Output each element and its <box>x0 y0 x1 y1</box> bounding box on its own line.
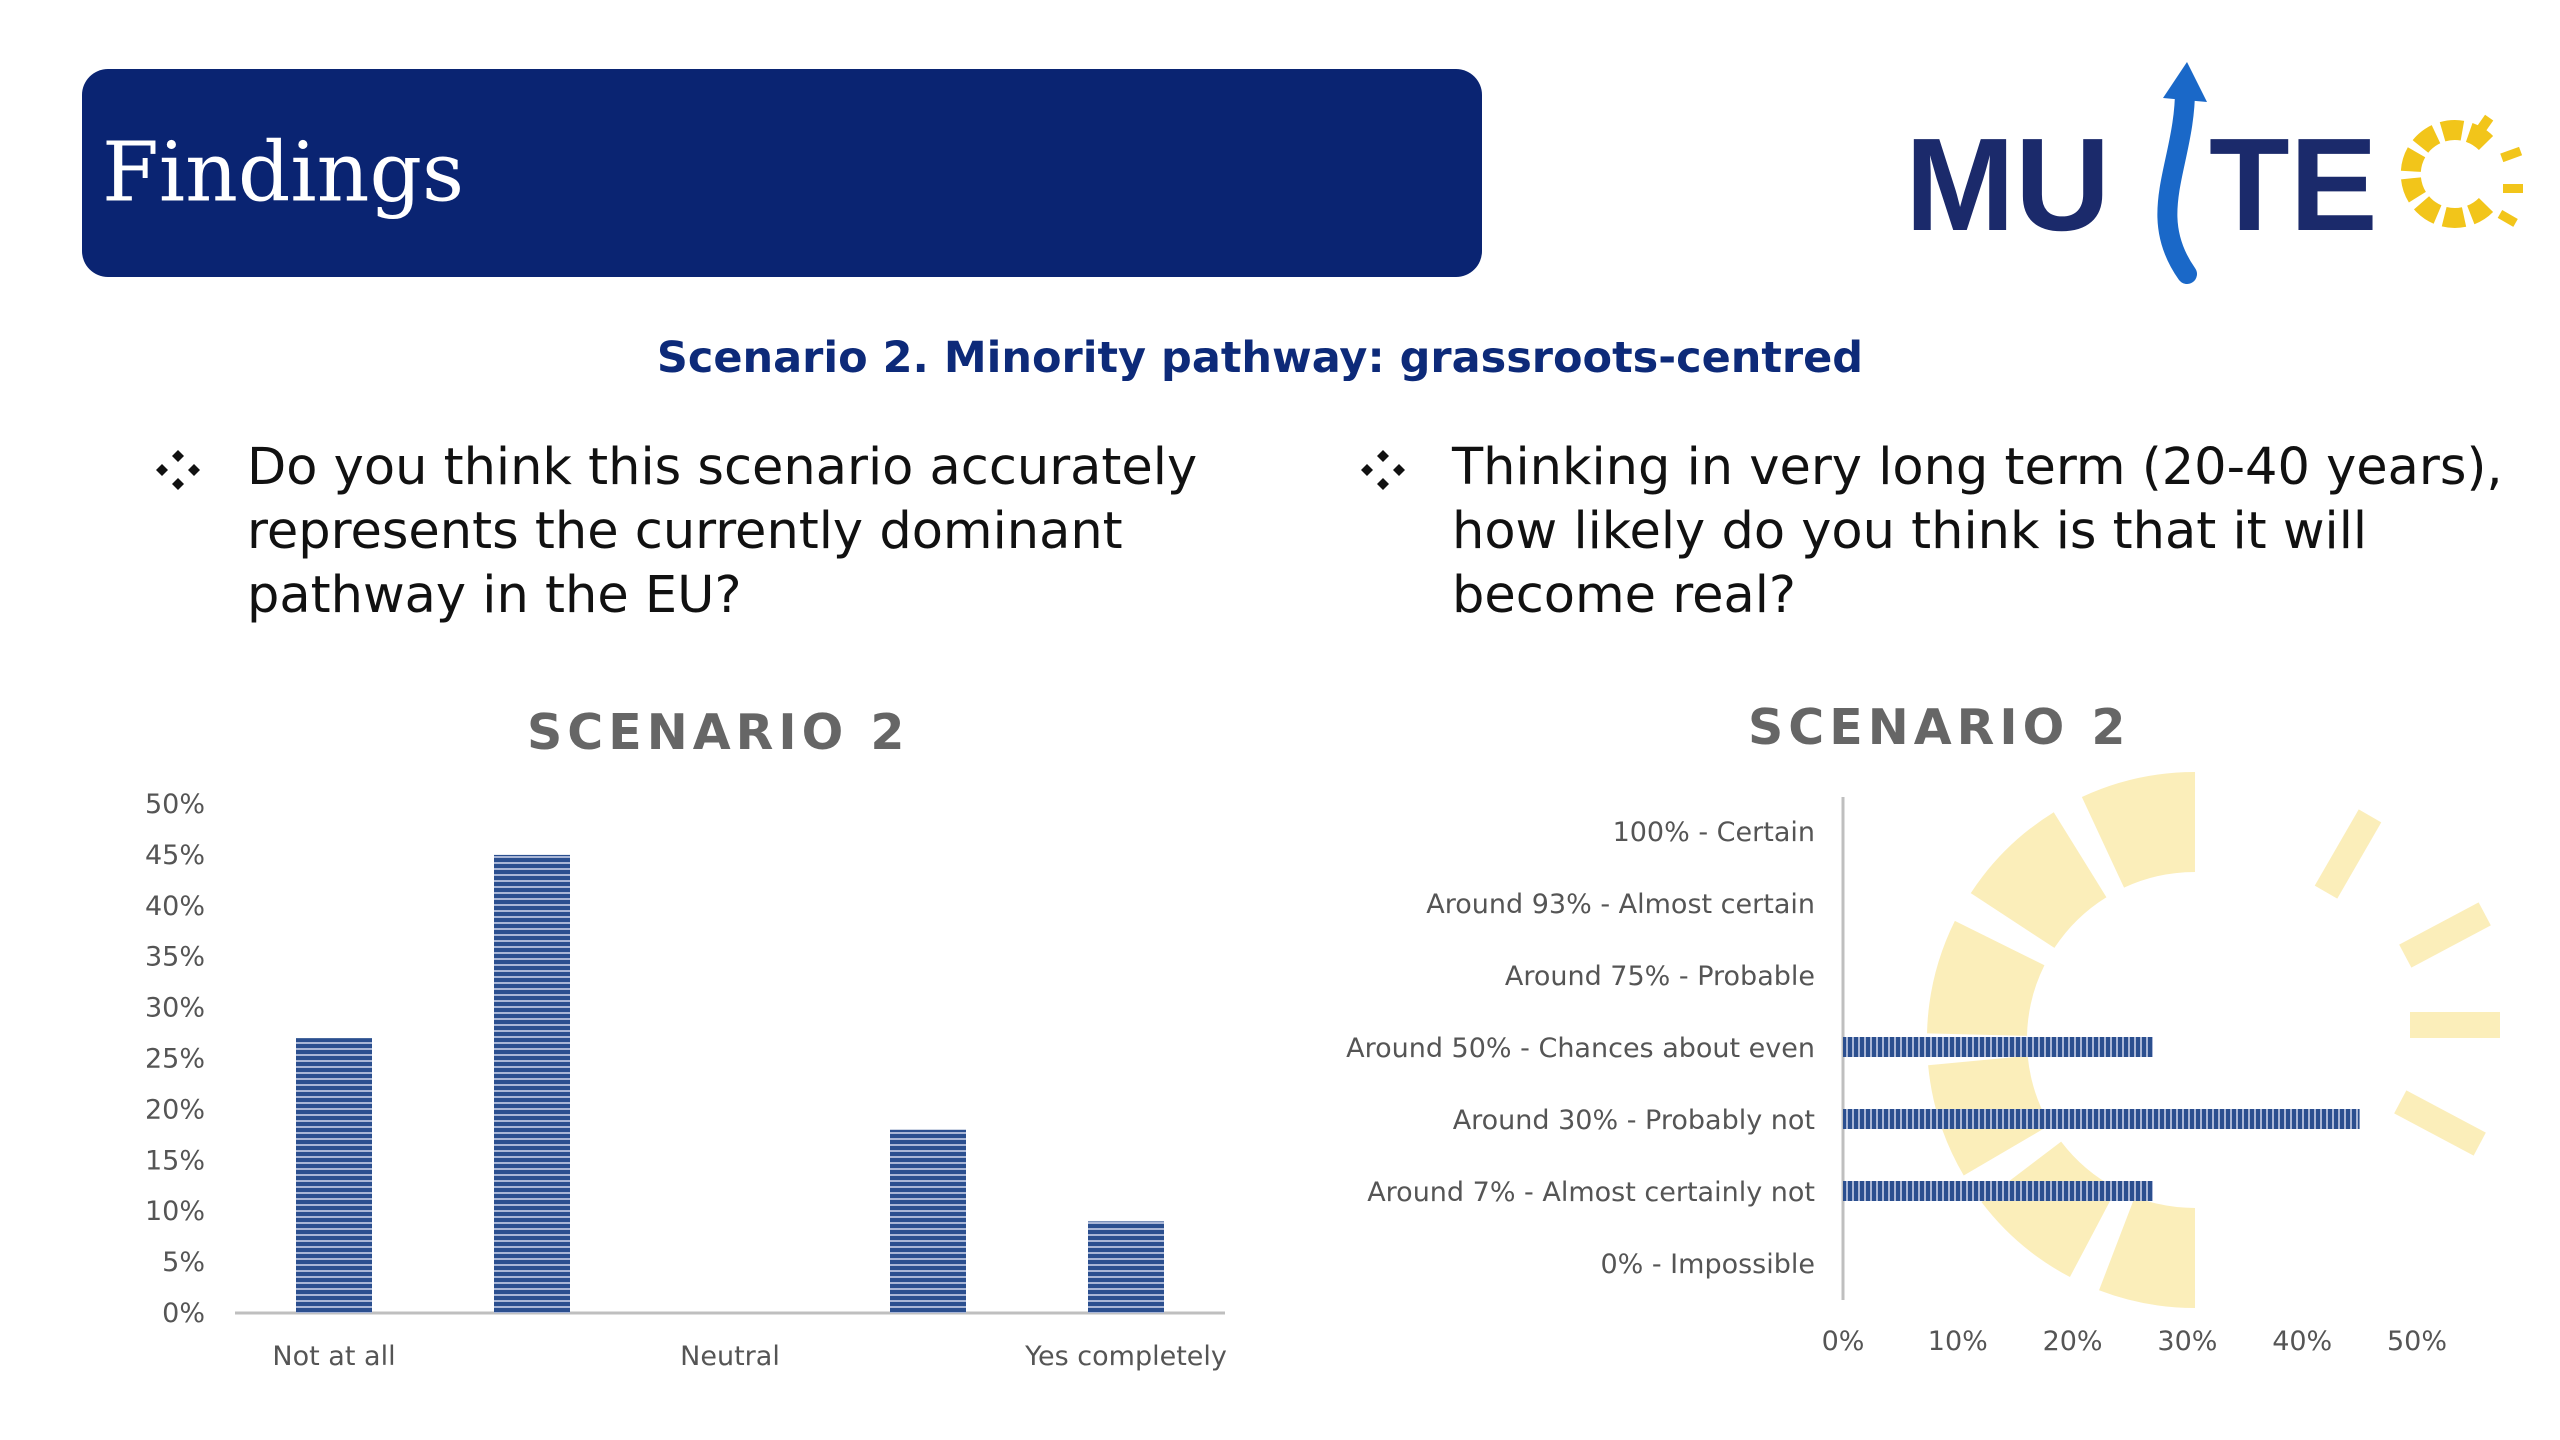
x-tick-label: Neutral <box>680 1341 780 1372</box>
chart-2 <box>1346 797 2447 1357</box>
x-tick-label: Not at all <box>272 1341 396 1372</box>
y-tick-label: Around 7% - Almost certainly not <box>1367 1177 1815 1208</box>
question-1-line: pathway in the EU? <box>247 566 742 625</box>
y-tick-label: 50% <box>144 789 205 820</box>
bar <box>890 1130 966 1313</box>
question-1-line: represents the currently dominant <box>247 502 1123 561</box>
logo-text-mu: MU <box>1905 111 2111 258</box>
scenario-subtitle: Scenario 2. Minority pathway: grassroots-centred <box>656 333 1864 383</box>
question-2-line: how likely do you think is that it will <box>1452 502 2368 561</box>
y-tick-label: 0% <box>162 1298 205 1329</box>
y-tick-label: 100% - Certain <box>1612 817 1815 848</box>
y-tick-label: Around 93% - Almost certain <box>1426 889 1815 920</box>
x-tick-label: 40% <box>2272 1326 2333 1357</box>
x-tick-label: Yes completely <box>1025 1341 1227 1372</box>
y-tick-label: 10% <box>144 1196 205 1228</box>
logo-text-te: TE <box>2209 111 2378 258</box>
y-tick-label: 25% <box>144 1043 205 1075</box>
x-tick-label: 10% <box>1927 1326 1988 1357</box>
x-tick-label: 20% <box>2042 1326 2103 1357</box>
x-tick-label: 50% <box>2386 1326 2448 1357</box>
bar <box>296 1038 372 1313</box>
y-tick-label: 15% <box>144 1145 205 1177</box>
y-tick-label: 40% <box>144 890 205 922</box>
question-1-line: Do you think this scenario accurately <box>247 438 1198 497</box>
bar <box>1843 1181 2153 1201</box>
y-tick-label: Around 30% - Probably not <box>1452 1105 1815 1136</box>
y-tick-label: 20% <box>144 1094 205 1126</box>
question-2-line: Thinking in very long term (20-40 years), <box>1452 438 2503 497</box>
bar <box>1843 1037 2153 1057</box>
y-tick-label: 35% <box>144 941 205 973</box>
chart-2-title: SCENARIO 2 <box>1748 699 2131 756</box>
bar <box>494 855 570 1313</box>
bar <box>1843 1109 2360 1129</box>
x-tick-label: 30% <box>2157 1326 2218 1357</box>
y-tick-label: 45% <box>144 839 205 871</box>
y-tick-label: 0% - Impossible <box>1600 1249 1815 1280</box>
x-tick-label: 0% <box>1821 1326 1865 1357</box>
question-2-line: become real? <box>1452 566 1796 625</box>
page-title: Findings <box>102 125 465 221</box>
y-tick-label: Around 75% - Probable <box>1504 961 1815 992</box>
bar <box>1088 1221 1164 1313</box>
y-tick-label: Around 50% - Chances about even <box>1346 1033 1815 1064</box>
chart-1 <box>145 789 1227 1372</box>
y-tick-label: 5% <box>162 1247 205 1279</box>
y-tick-label: 30% <box>144 992 205 1024</box>
chart-1-title: SCENARIO 2 <box>527 704 910 761</box>
